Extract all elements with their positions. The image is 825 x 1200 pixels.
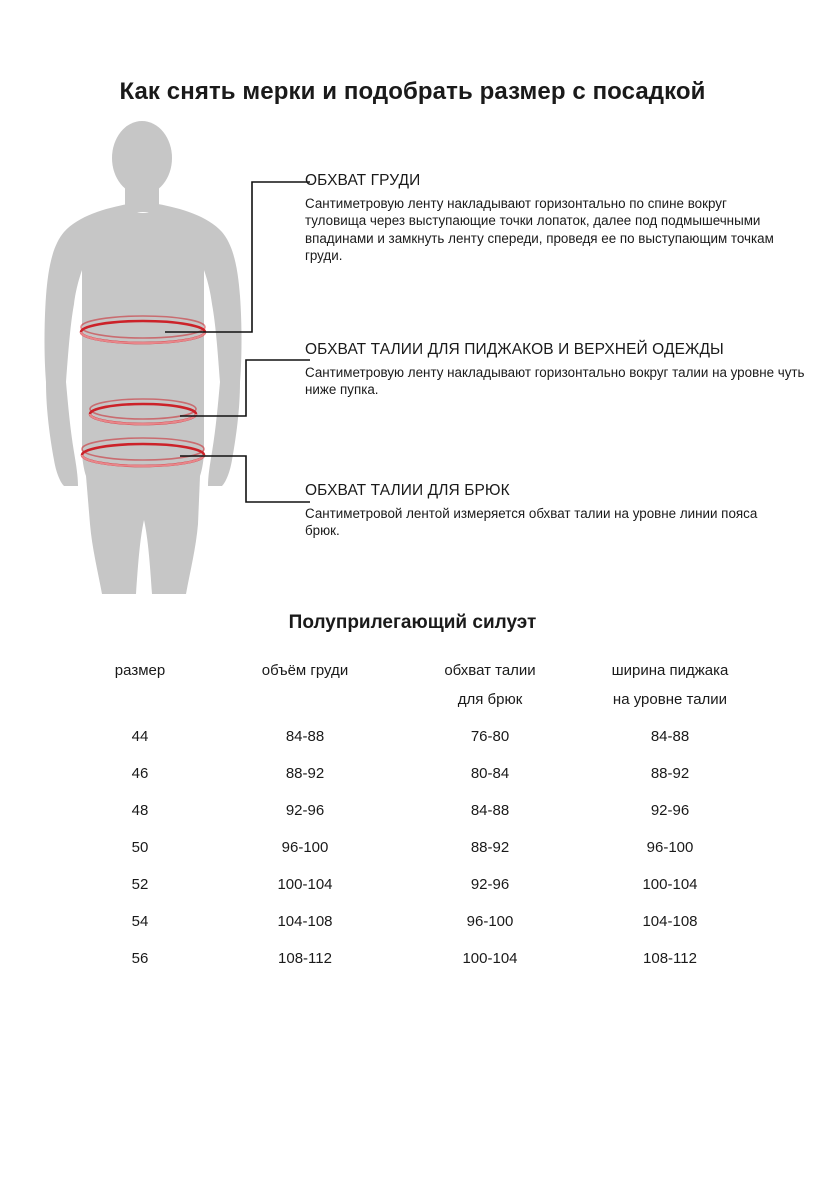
table-row (70, 792, 760, 829)
cell-chest: 92-96 (285, 802, 325, 819)
table-title: Полуприлегающий силуэт (288, 612, 537, 633)
cell-waist: 92-96 (470, 876, 510, 893)
cell-waist: 76-80 (470, 728, 510, 745)
cell-size: 52 (131, 876, 149, 893)
col-header-chest: объём груди (261, 661, 349, 679)
callout-chest (305, 172, 775, 265)
cell-chest: 84-88 (285, 728, 325, 745)
cell-jacket-width: 84-88 (650, 728, 690, 745)
cell-waist: 84-88 (470, 802, 510, 819)
cell-chest: 104-108 (277, 913, 333, 930)
cell-chest: 100-104 (277, 876, 333, 893)
cell-jacket-width: 108-112 (643, 950, 697, 967)
table-row (70, 829, 760, 866)
table-row (70, 866, 760, 903)
col-subheader-chest (210, 680, 400, 718)
col-subheader-waist: для брюк (457, 690, 523, 708)
col-subheader-jacket-width: на уровне талии (612, 690, 728, 708)
cell-waist: 100-104 (462, 950, 518, 967)
cell-waist: 88-92 (470, 839, 510, 856)
callout-jacket-waist (305, 341, 805, 399)
size-table-head (70, 660, 760, 718)
callout-chest-title: ОБХВАТ ГРУДИ (305, 172, 421, 189)
col-header-size: размер (114, 661, 166, 679)
table-row (70, 903, 760, 940)
cell-chest: 96-100 (281, 839, 329, 856)
cell-size: 44 (131, 728, 149, 745)
table-row (70, 940, 760, 977)
callout-jacket-waist-title: ОБХВАТ ТАЛИИ ДЛЯ ПИДЖАКОВ И ВЕРХНЕЙ ОДЕЖДЫ (305, 341, 724, 358)
cell-jacket-width: 88-92 (650, 765, 690, 782)
cell-size: 48 (131, 802, 149, 819)
callout-trouser-waist (305, 482, 775, 540)
callout-jacket-waist-body: Сантиметровую ленту накладывают горизонтально вокруг талии на уровне чуть ниже пупка. (305, 365, 805, 398)
callout-chest-body: Сантиметровую ленту накладывают горизонтально по спине вокруг туловища через выступающие точки лопаток, далее под подмышечными впадинами и замкнуть ленту спереди, проведя ее по выступающим точкам груди. (305, 196, 774, 264)
cell-jacket-width: 104-108 (642, 913, 698, 930)
col-subheader-size (70, 680, 210, 718)
cell-size: 56 (131, 950, 149, 967)
cell-chest: 108-112 (278, 950, 332, 967)
table-header-row-2 (70, 680, 760, 718)
size-table-body (70, 718, 760, 977)
page-title: Как снять мерки и подобрать размер с посадкой (119, 78, 706, 105)
cell-waist: 80-84 (470, 765, 510, 782)
cell-jacket-width: 92-96 (650, 802, 690, 819)
leader-lines (20, 120, 310, 620)
table-row (70, 718, 760, 755)
size-table (70, 660, 760, 977)
table-row (70, 755, 760, 792)
cell-jacket-width: 100-104 (642, 876, 698, 893)
callout-trouser-waist-body: Сантиметровой лентой измеряется обхват талии на уровне линии пояса брюк. (305, 506, 758, 539)
cell-waist: 96-100 (466, 913, 514, 930)
col-header-jacket-width: ширина пиджака (611, 661, 729, 679)
cell-jacket-width: 96-100 (646, 839, 694, 856)
cell-size: 46 (131, 765, 149, 782)
cell-size: 50 (131, 839, 149, 856)
callout-trouser-waist-title: ОБХВАТ ТАЛИИ ДЛЯ БРЮК (305, 482, 510, 499)
cell-size: 54 (131, 913, 149, 930)
table-header-row-1 (70, 660, 760, 680)
col-header-waist: обхват талии (444, 661, 536, 679)
cell-chest: 88-92 (285, 765, 325, 782)
